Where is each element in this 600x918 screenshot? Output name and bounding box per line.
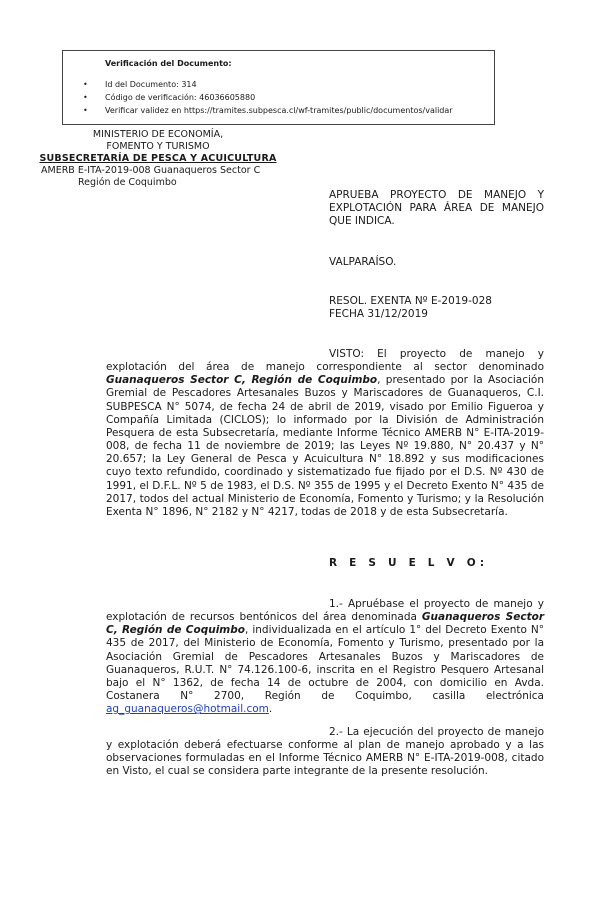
ministry-header (36, 129, 280, 189)
verification-list (83, 78, 494, 117)
visto-label: VISTO: (329, 348, 364, 360)
subsecretaria-name: SUBSECRETARÍA DE PESCA Y ACUICULTURA (39, 153, 277, 164)
ministry-name-line2: FOMENTO Y TURISMO (106, 141, 210, 152)
bullet-icon: • (83, 80, 88, 89)
city-line: VALPARAÍSO. (329, 256, 397, 268)
ministry-name: MINISTERIO DE ECONOMÍA, (92, 129, 224, 140)
resolution-point-2: 2.- La ejecución del proyecto de manejo y explotación deberá efectuarse conforme al plan de manejo aprobado y a las observaciones formuladas en el Informe Técnico AMERB N° E-ITA-2019-008, citado en Visto, el cual se considera parte integrante de la presente resolución. (106, 726, 544, 778)
verification-code: • Código de verificación: 46036605880 (83, 93, 256, 102)
resolution-date: FECHA 31/12/2019 (329, 308, 428, 320)
resolution-number: RESOL. EXENTA Nº E-2019-028 (329, 295, 492, 307)
bullet-icon: • (83, 93, 88, 102)
sector-name: Guanaqueros Sector C, Región de Coquimbo (106, 611, 545, 637)
amerb-reference: AMERB E-ITA-2019-008 Guanaqueros Sector C (41, 165, 261, 176)
bullet-icon: • (83, 106, 88, 115)
email-link[interactable]: ag_guanaqueros@hotmail.com (106, 703, 269, 716)
verification-title: Verificación del Documento: (105, 59, 232, 68)
visto-paragraph: VISTO: El proyecto de manejo y explotación del área de manejo correspondiente al sector denominado Guanaqueros Sector C, Región de Coquimbo, presentado por la Asociación Gremial de Pescadores Artesanales Buzos y Mariscadores de Guanaqueros, C.I. SUBPESCA N° 5074, de fecha 24 de abril de 2019, visado por Emilio Figueroa y Compañía Limitada (CICLOS); lo informado por la División de Administración Pesquera de esta Subsecretaría, mediante Informe Técnico AMERB N° E-ITA-2019-008, de fecha 11 de noviembre de 2019; las Leyes Nº 19.880, N° 20.437 y N° 20.657; la Ley General de Pesca y Acuicultura N° 18.892 y sus modificaciones cuyo texto refundido, coordinado y sistematizado fue fijado por el D.S. Nº 430 de 1991, el D.F.L. Nº 5 de 1983, el D.S. Nº 355 de 1995 y el Decreto Exento N° 435 de 2017, todos del actual Ministerio de Economía, Fomento y Turismo; y la Resolución Exenta N° 1896, N° 2182 y N° 4217, todas de 2018 y de esta Subsecretaría. (106, 348, 544, 518)
verification-id: • Id del Documento: 314 (83, 80, 197, 89)
verification-url[interactable]: • Verificar validez en https://tramites.subpesca.cl/wf-tramites/public/documentos/validar (83, 106, 453, 115)
resolution-info (329, 295, 492, 321)
document-subject: APRUEBA PROYECTO DE MANEJO Y EXPLOTACIÓN PARA ÁREA DE MANEJO QUE INDICA. (329, 189, 544, 227)
region-name: Región de Coquimbo (78, 177, 177, 188)
verification-box (62, 50, 495, 125)
sector-name: Guanaqueros Sector C, Región de Coquimbo (106, 374, 378, 387)
resuelvo-heading: R E S U E L V O: (329, 557, 489, 569)
resolution-point-1: 1.- Apruébase el proyecto de manejo y explotación de recursos bentónicos del área denominada Guanaqueros Sector C, Región de Coquimbo, individualizada en el artículo 1° del Decreto Exento N° 435 de 2017, del Ministerio de Economía, Fomento y Turismo, presentado por la Asociación Gremial de Pescadores Artesanales Buzos y Mariscadores de Guanaqueros, R.U.T. N° 74.126.100-6, inscrita en el Registro Pesquero Artesanal bajo el N° 1362, de fecha 14 de octubre de 2004, con domicilio en Avda. Costanera N° 2700, Región de Coquimbo, casilla electrónica ag_guanaqueros@hotmail.com. (106, 598, 545, 716)
